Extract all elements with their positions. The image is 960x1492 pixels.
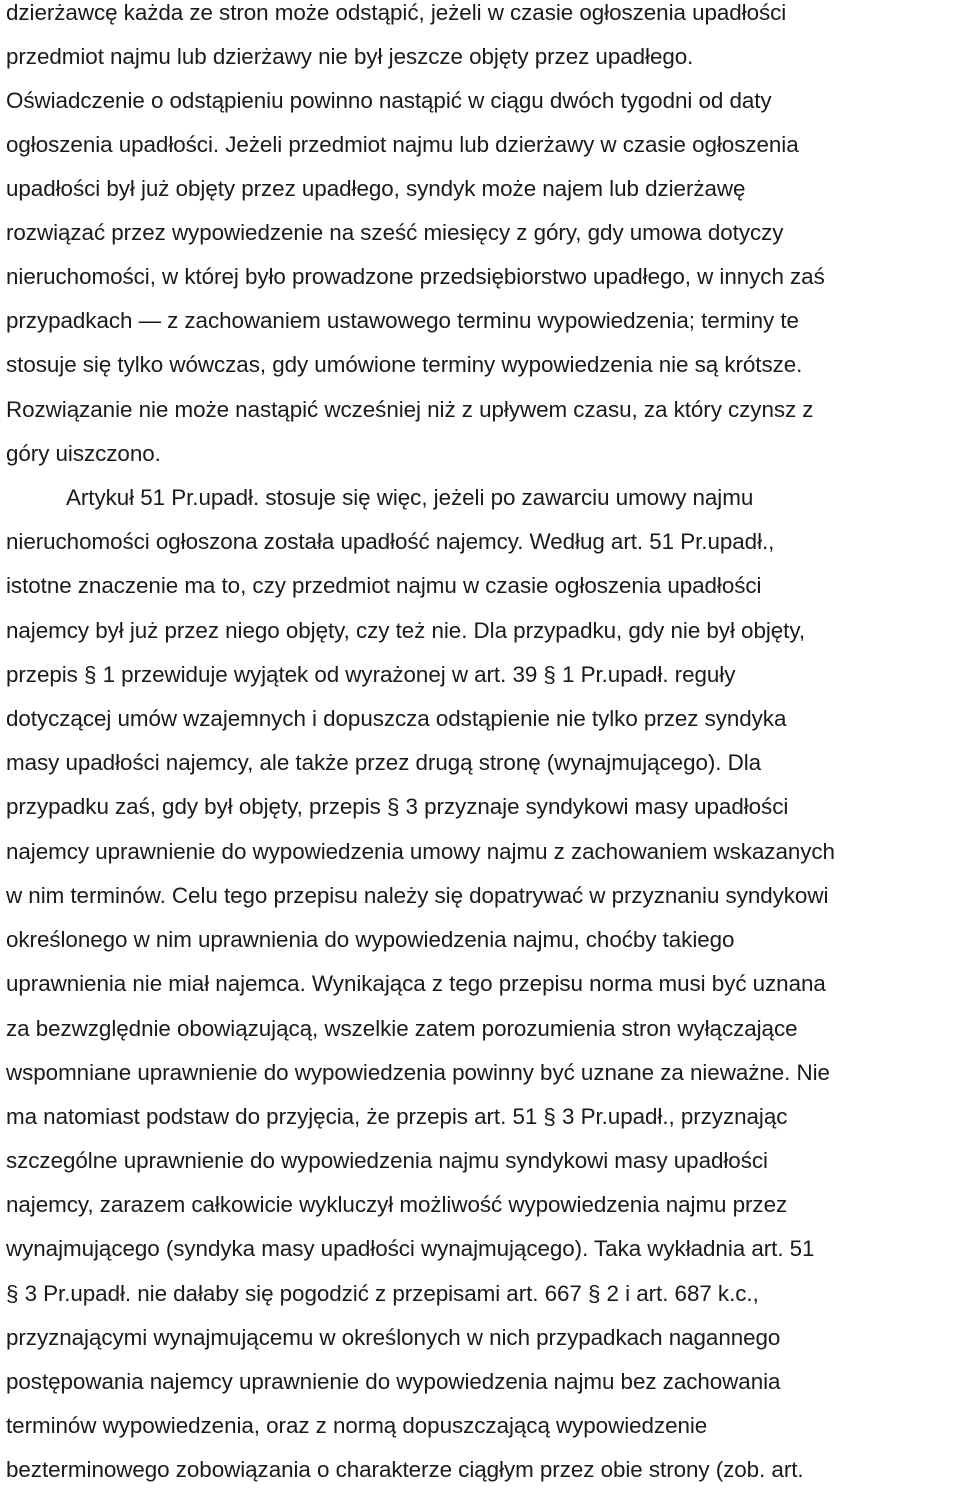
- text-line: uprawnienia nie miał najemca. Wynikająca z tego przepisu norma musi być uznana: [6, 971, 826, 996]
- text-line: przypadku zaś, gdy był objęty, przepis § 3 przyznaje syndykowi masy upadłości: [6, 794, 789, 819]
- text-line: ma natomiast podstaw do przyjęcia, że przepis art. 51 § 3 Pr.upadł., przyznając: [6, 1104, 788, 1129]
- text-line: rozwiązać przez wypowiedzenie na sześć miesięcy z góry, gdy umowa dotyczy: [6, 220, 784, 245]
- text-line: w nim terminów. Celu tego przepisu należy się dopatrywać w przyznaniu syndykowi: [6, 883, 829, 908]
- text-line: terminów wypowiedzenia, oraz z normą dopuszczającą wypowiedzenie: [6, 1413, 708, 1438]
- text-line: góry uiszczono.: [6, 441, 161, 466]
- text-line: przepis § 1 przewiduje wyjątek od wyrażonej w art. 39 § 1 Pr.upadł. reguły: [6, 662, 736, 687]
- text-line: postępowania najemcy uprawnienie do wypowiedzenia najmu bez zachowania: [6, 1369, 781, 1394]
- text-line: dzierżawcę każda ze stron może odstąpić, jeżeli w czasie ogłoszenia upadłości: [6, 0, 787, 25]
- text-line: § 3 Pr.upadł. nie dałaby się pogodzić z przepisami art. 667 § 2 i art. 687 k.c.,: [6, 1281, 759, 1306]
- text-line: przedmiot najmu lub dzierżawy nie był jeszcze objęty przez upadłego.: [6, 44, 694, 69]
- text-line: wspomniane uprawnienie do wypowiedzenia powinny być uznane za nieważne. Nie: [6, 1060, 830, 1085]
- text-line: bezterminowego zobowiązania o charakterze ciągłym przez obie strony (zob. art.: [6, 1457, 804, 1482]
- text-line: stosuje się tylko wówczas, gdy umówione terminy wypowiedzenia nie są krótsze.: [6, 352, 803, 377]
- text-line: najemcy był już przez niego objęty, czy też nie. Dla przypadku, gdy nie był objęty,: [6, 618, 805, 643]
- paragraph-first-line: Artykuł 51 Pr.upadł. stosuje się więc, jeżeli po zawarciu umowy najmu: [66, 485, 754, 510]
- text-line: istotne znaczenie ma to, czy przedmiot najmu w czasie ogłoszenia upadłości: [6, 573, 762, 598]
- text-line: masy upadłości najemcy, ale także przez drugą stronę (wynajmującego). Dla: [6, 750, 762, 775]
- text-line: upadłości był już objęty przez upadłego, syndyk może najem lub dzierżawę: [6, 176, 746, 201]
- text-line: Rozwiązanie nie może nastąpić wcześniej niż z upływem czasu, za który czynsz z: [6, 397, 814, 422]
- text-line: przyznającymi wynajmującemu w określonych w nich przypadkach nagannego: [6, 1325, 781, 1350]
- text-line: najemcy, zarazem całkowicie wykluczył możliwość wypowiedzenia najmu przez: [6, 1192, 788, 1217]
- text-line: szczególne uprawnienie do wypowiedzenia najmu syndykowi masy upadłości: [6, 1148, 768, 1173]
- text-line: najemcy uprawnienie do wypowiedzenia umowy najmu z zachowaniem wskazanych: [6, 839, 835, 864]
- text-line: przypadkach — z zachowaniem ustawowego terminu wypowiedzenia; terminy te: [6, 308, 799, 333]
- text-line: wynajmującego (syndyka masy upadłości wynajmującego). Taka wykładnia art. 51: [6, 1236, 815, 1261]
- text-line: nieruchomości ogłoszona została upadłość najemcy. Według art. 51 Pr.upadł.,: [6, 529, 775, 554]
- text-line: nieruchomości, w której było prowadzone przedsiębiorstwo upadłego, w innych zaś: [6, 264, 825, 289]
- text-line: określonego w nim uprawnienia do wypowiedzenia najmu, choćby takiego: [6, 927, 735, 952]
- text-line: Oświadczenie o odstąpieniu powinno nastąpić w ciągu dwóch tygodni od daty: [6, 88, 772, 113]
- text-line: ogłoszenia upadłości. Jeżeli przedmiot najmu lub dzierżawy w czasie ogłoszenia: [6, 132, 799, 157]
- text-line: dotyczącej umów wzajemnych i dopuszcza odstąpienie nie tylko przez syndyka: [6, 706, 787, 731]
- text-line: za bezwzględnie obowiązującą, wszelkie zatem porozumienia stron wyłączające: [6, 1016, 798, 1041]
